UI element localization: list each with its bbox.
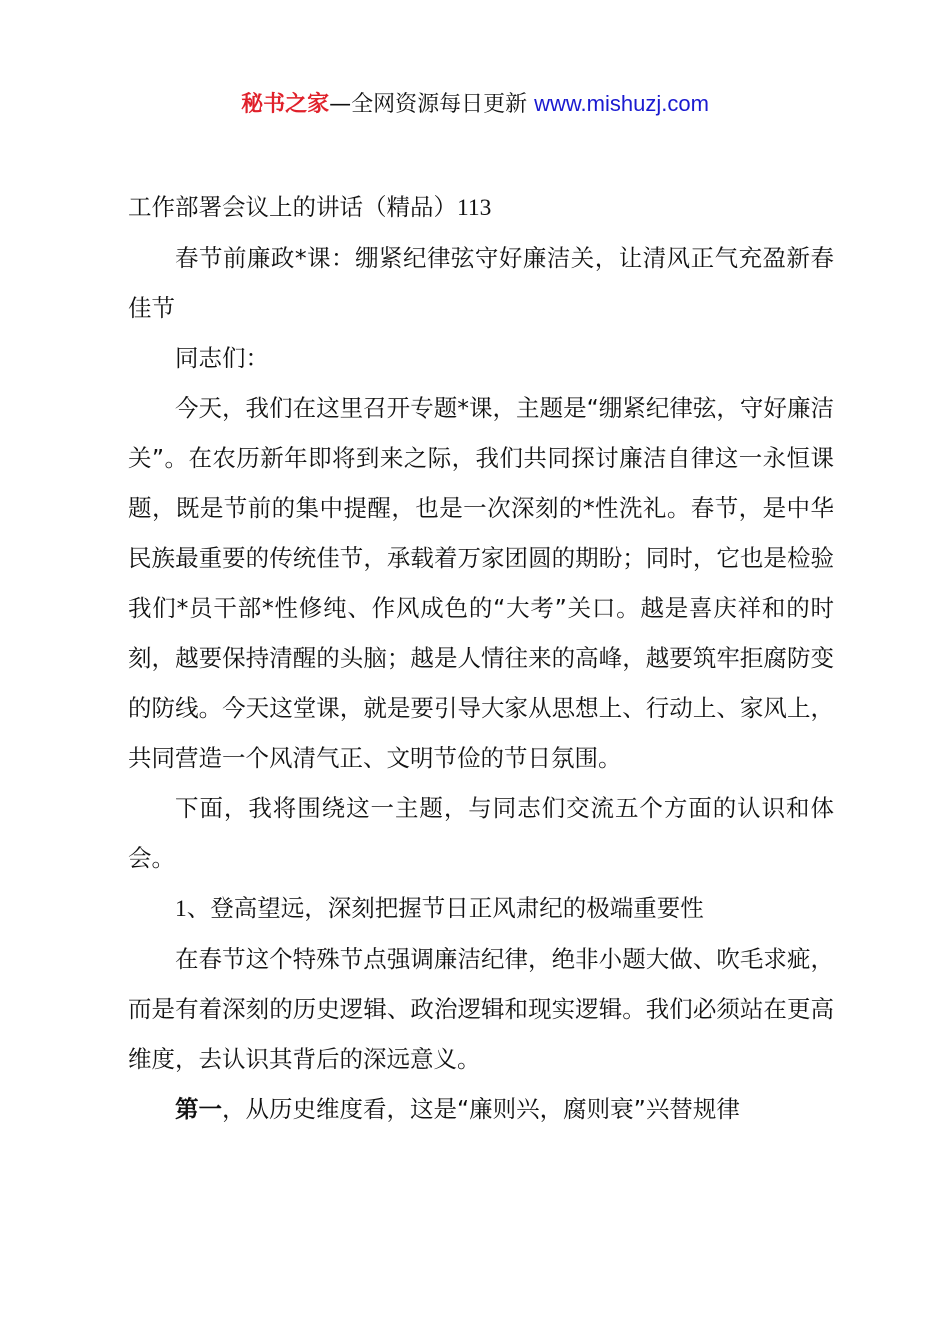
section-number: 1 — [175, 896, 187, 922]
paragraph-point-1 — [128, 1084, 834, 1134]
section-title: 、登高望远，深刻把握节日正风肃纪的极端重要性 — [186, 894, 704, 922]
point-label: 第一 — [175, 1095, 222, 1123]
point-text: ，从历史维度看，这是“廉则兴，腐则衰”兴替规律 — [222, 1095, 740, 1123]
document-title-line — [128, 182, 834, 233]
salutation: 同志们： — [175, 344, 269, 372]
paragraph-section-1: 在春节这个特殊节点强调廉洁纪律，绝非小题大做、吹毛求疵，而是有着深刻的历史逻辑、政治逻辑和现实逻辑。我们必须站在更高维度，去认识其背后的深远意义。 — [128, 945, 834, 1073]
section-heading-1 — [128, 883, 834, 934]
paragraph-outline: 下面，我将围绕这一主题，与同志们交流五个方面的认识和体会。 — [128, 794, 834, 872]
document-headline: 春节前廉政*课：绷紧纪律弦守好廉洁关，让清风正气充盈新春佳节 — [128, 244, 834, 322]
site-header — [0, 88, 950, 121]
site-url-link[interactable]: www.mishuzj.com — [534, 91, 709, 116]
title-text: 工作部署会议上的讲话（精品） — [128, 193, 457, 221]
site-slogan: —全网资源每日更新 — [329, 92, 535, 117]
document-body — [128, 182, 834, 1134]
title-number: 113 — [457, 195, 492, 221]
site-brand: 秘书之家 — [241, 92, 330, 117]
paragraph-intro: 今天，我们在这里召开专题*课，主题是“绷紧纪律弦，守好廉洁关”。在农历新年即将到来之际，我们共同探讨廉洁自律这一永恒课题，既是节前的集中提醒，也是一次深刻的*性洗礼。春节，是中华民族最重要的传统佳节，承载着万家团圆的期盼；同时，它也是检验我们*员干部*性修纯、作风成色的“大考”关口。越是喜庆祥和的时刻，越要保持清醒的头脑；越是人情往来的高峰，越要筑牢拒腐防变的防线。今天这堂课，就是要引导大家从思想上、行动上、家风上，共同营造一个风清气正、文明节俭的节日氛围。 — [128, 394, 834, 772]
